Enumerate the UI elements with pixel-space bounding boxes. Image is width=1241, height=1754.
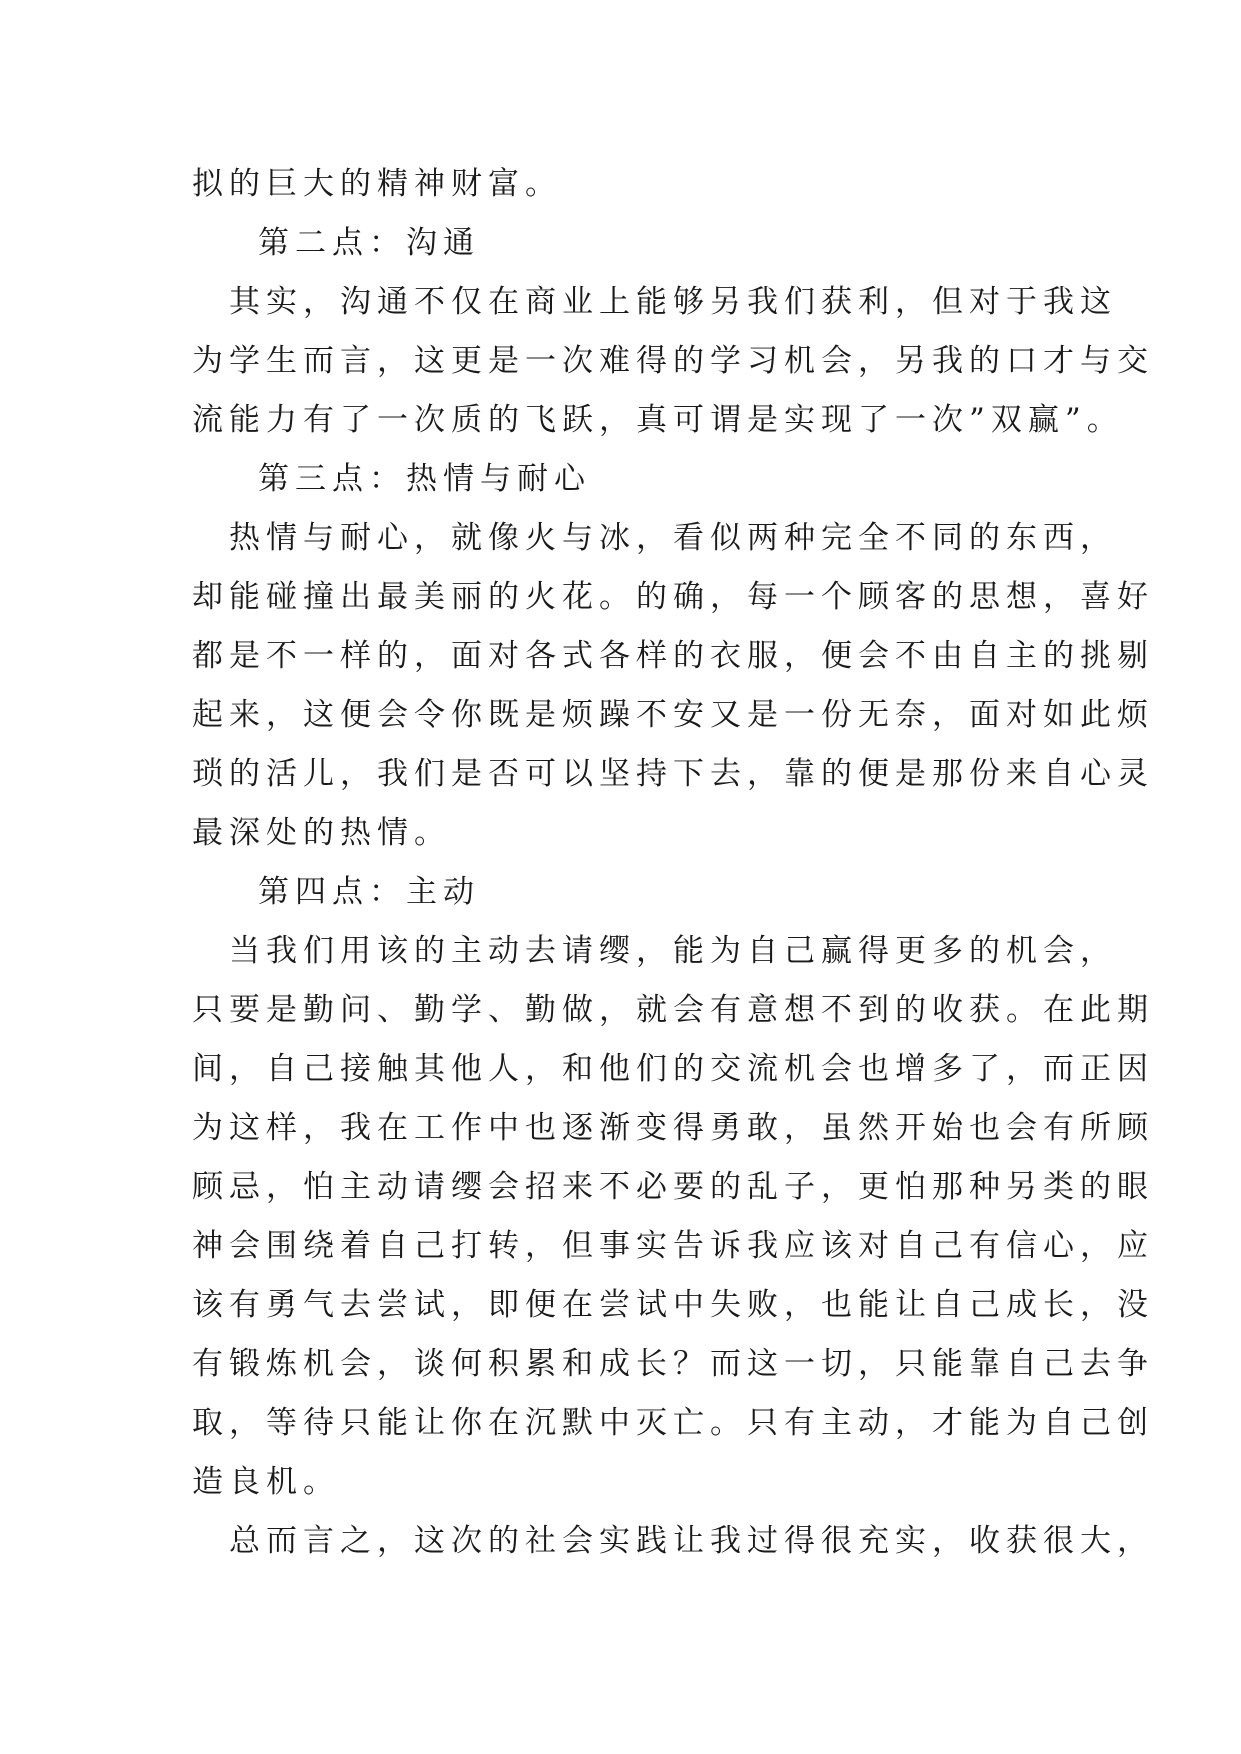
text-line: 其实，沟通不仅在商业上能够另我们获利，但对于我这 — [192, 284, 1117, 320]
text-line: 流能力有了一次质的飞跃，真可谓是实现了一次”双赢”。 — [192, 402, 1124, 438]
text-line: 为这样，我在工作中也逐渐变得勇敢，虽然开始也会有所顾 — [192, 1110, 1154, 1146]
text-line: 热情与耐心，就像火与冰，看似两种完全不同的东西， — [192, 520, 1117, 556]
text-line: 都是不一样的，面对各式各样的衣服，便会不由自主的挑剔 — [192, 638, 1154, 674]
text-line: 拟的巨大的精神财富。 — [192, 166, 562, 202]
text-line: 起来，这便会令你既是烦躁不安又是一份无奈，面对如此烦 — [192, 697, 1154, 733]
text-line: 只要是勤问、勤学、勤做，就会有意想不到的收获。在此期 — [192, 992, 1154, 1028]
text-line: 间，自己接触其他人，和他们的交流机会也增多了，而正因 — [192, 1051, 1154, 1087]
text-line: 顾忌，怕主动请缨会招来不必要的乱子，更怕那种另类的眼 — [192, 1169, 1154, 1205]
text-line: 取，等待只能让你在沉默中灭亡。只有主动，才能为自己创 — [192, 1405, 1154, 1441]
text-line: 该有勇气去尝试，即便在尝试中失败，也能让自己成长，没 — [192, 1287, 1154, 1323]
section-heading: 第三点：热情与耐心 — [258, 461, 591, 497]
text-line: 琐的活儿，我们是否可以坚持下去，靠的便是那份来自心灵 — [192, 756, 1154, 792]
text-line: 总而言之，这次的社会实践让我过得很充实，收获很大， — [192, 1523, 1154, 1559]
text-line: 却能碰撞出最美丽的火花。的确，每一个顾客的思想，喜好 — [192, 579, 1154, 615]
text-line: 当我们用该的主动去请缨，能为自己赢得更多的机会， — [192, 933, 1117, 969]
document-page — [192, 155, 1154, 1571]
text-line: 最深处的热情。 — [192, 815, 451, 851]
text-line: 有锻炼机会，谈何积累和成长？而这一切，只能靠自己去争 — [192, 1346, 1154, 1382]
text-line: 造良机。 — [192, 1464, 340, 1500]
text-line: 为学生而言，这更是一次难得的学习机会，另我的口才与交 — [192, 343, 1154, 379]
section-heading: 第四点：主动 — [258, 874, 480, 910]
text-line: 神会围绕着自己打转，但事实告诉我应该对自己有信心，应 — [192, 1228, 1154, 1264]
section-heading: 第二点：沟通 — [258, 225, 480, 261]
